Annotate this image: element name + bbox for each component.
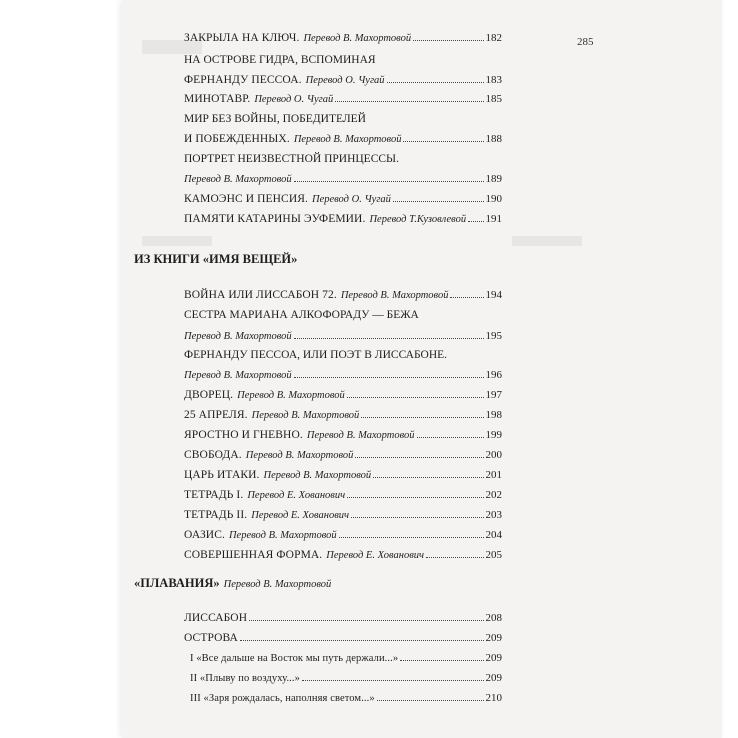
toc-entry-translator: Перевод В. Махортовой (251, 410, 360, 421)
dot-leader (302, 672, 484, 681)
toc-entry-title: И ПОБЕЖДЕННЫХ. (184, 133, 290, 145)
toc-entry[interactable] (184, 32, 502, 44)
toc-entry-translator: Перевод В. Махортовой (263, 470, 372, 481)
toc-entry-page: 191 (485, 213, 502, 225)
dot-leader (361, 409, 483, 418)
toc-entry-translator: Перевод О. Чугай (311, 194, 391, 205)
toc-entry-page: 183 (485, 74, 502, 86)
toc-entry-translator: Перевод Е. Хованович (251, 510, 350, 521)
book-page (122, 0, 722, 738)
toc-entry-translator: Перевод В. Махортовой (303, 33, 412, 44)
toc-entry-title: ЗАКРЫЛА НА КЛЮЧ. (184, 32, 300, 44)
dot-leader (347, 489, 483, 498)
dot-leader (426, 549, 483, 558)
toc-entry-page: 200 (485, 449, 502, 461)
toc-entry[interactable] (184, 529, 502, 541)
toc-entry-title: КАМОЭНС И ПЕНСИЯ. (184, 193, 308, 205)
toc-entry-title: СОВЕРШЕННАЯ ФОРМА. (184, 549, 323, 561)
dot-leader (339, 529, 484, 538)
dot-leader (417, 429, 484, 438)
toc-entry[interactable] (184, 133, 502, 145)
toc-entry[interactable] (184, 469, 502, 481)
dot-leader (240, 632, 484, 641)
toc-entry[interactable] (184, 409, 502, 421)
toc-entry-page: 210 (485, 692, 502, 704)
dot-leader (351, 509, 483, 518)
toc-entry-title: ЦАРЬ ИТАКИ. (184, 469, 260, 481)
dot-leader (294, 369, 484, 378)
section-title: ИЗ КНИГИ «ИМЯ ВЕЩЕЙ» (134, 252, 298, 266)
toc-entry-page: 209 (485, 632, 502, 644)
dot-leader (294, 330, 484, 339)
dot-leader (450, 289, 483, 298)
dot-leader (355, 449, 483, 458)
toc-entry-title: ПАМЯТИ КАТАРИНЫ ЭУФЕМИИ. (184, 213, 366, 225)
toc-entry-title: ЛИССАБОН (184, 612, 248, 624)
toc-entry[interactable] (190, 672, 502, 684)
toc-entry-translator: Перевод В. Махортовой (245, 450, 354, 461)
dot-leader (403, 133, 483, 142)
toc-entry[interactable] (184, 549, 502, 561)
toc-entry-translator: Перевод В. Махортовой (184, 370, 292, 381)
dot-leader (468, 213, 483, 222)
toc-entry[interactable] (184, 389, 502, 401)
toc-entry-page: 204 (485, 529, 502, 541)
toc-entry[interactable] (184, 509, 502, 521)
dot-leader (377, 692, 484, 701)
toc-entry-page: 190 (485, 193, 502, 205)
toc-entry-translator: Перевод О. Чугай (254, 94, 334, 105)
toc-entry-translator: Перевод Е. Хованович (326, 550, 425, 561)
toc-entry[interactable] (184, 93, 502, 105)
toc-entry-title: ВОЙНА ИЛИ ЛИССАБОН 72. (184, 289, 337, 301)
toc-entry-page: 188 (485, 133, 502, 145)
toc-entry-title: ТЕТРАДЬ I. (184, 489, 244, 501)
toc-entry[interactable] (184, 369, 502, 381)
toc-entry-title: ОАЗИС. (184, 529, 225, 541)
dot-leader (335, 93, 483, 102)
dot-leader (249, 612, 483, 621)
toc-entry-translator: Перевод Т.Кузовлевой (369, 214, 467, 225)
toc-entry-title: ОСТРОВА (184, 632, 238, 644)
dot-leader (373, 469, 483, 478)
toc-entry[interactable] (184, 449, 502, 461)
section-title: «ПЛАВАНИЯ» (134, 576, 220, 590)
page-number: 285 (577, 36, 594, 48)
toc-entry[interactable] (184, 289, 502, 301)
toc-entry-translator: Перевод Е. Хованович (247, 490, 346, 501)
toc-entry-title: ДВОРЕЦ. (184, 389, 234, 401)
toc-entry-translator: Перевод В. Махортовой (237, 390, 345, 401)
toc-entry[interactable] (184, 612, 502, 624)
toc-entry-page: 209 (485, 652, 502, 664)
dot-leader (393, 193, 484, 202)
toc-entry-page: 208 (485, 612, 502, 624)
toc-entry-title: II «Плыву по воздуху...» (190, 673, 300, 684)
section-heading (134, 252, 297, 267)
dot-leader (347, 389, 484, 398)
dot-leader (294, 173, 484, 182)
toc-entry-title: ЯРОСТНО И ГНЕВНО. (184, 429, 303, 441)
toc-entry[interactable] (184, 632, 502, 644)
bleed-through (512, 236, 582, 246)
toc-title-line: МИР БЕЗ ВОЙНЫ, ПОБЕДИТЕЛЕЙ (184, 113, 366, 125)
dot-leader (413, 32, 483, 41)
toc-entry[interactable] (190, 652, 502, 664)
toc-entry-title: ТЕТРАДЬ II. (184, 509, 248, 521)
toc-entry-title: МИНОТАВР. (184, 93, 251, 105)
toc-entry-title: III «Заря рождалась, наполняя светом...» (190, 693, 375, 704)
toc-entry-page: 197 (485, 389, 502, 401)
toc-entry-page: 196 (485, 369, 502, 381)
bleed-through (142, 236, 212, 246)
toc-entry-page: 209 (485, 672, 502, 684)
toc-entry-title: 25 АПРЕЛЯ. (184, 409, 248, 421)
toc-entry[interactable] (184, 193, 502, 205)
dot-leader (387, 74, 484, 83)
toc-entry-translator: Перевод В. Махортовой (184, 174, 292, 185)
toc-entry-translator: Перевод В. Махортовой (293, 134, 402, 145)
toc-entry[interactable] (184, 429, 502, 441)
toc-entry-title: ФЕРНАНДУ ПЕССОА. (184, 74, 302, 86)
toc-entry-translator: Перевод В. Махортовой (184, 331, 292, 342)
toc-entry-page: 199 (485, 429, 502, 441)
toc-title-line: ПОРТРЕТ НЕИЗВЕСТНОЙ ПРИНЦЕССЫ. (184, 153, 399, 165)
toc-entry-title: I «Все дальше на Восток мы путь держали...» (190, 653, 399, 664)
toc-entry-page: 202 (485, 489, 502, 501)
toc-entry-translator: Перевод В. Махортовой (228, 530, 337, 541)
toc-entry-page: 194 (485, 289, 502, 301)
toc-entry[interactable] (184, 173, 502, 185)
toc-entry-page: 185 (485, 93, 502, 105)
dot-leader (400, 652, 483, 661)
toc-entry[interactable] (190, 692, 502, 704)
toc-entry-page: 195 (485, 330, 502, 342)
toc-entry-translator: Перевод В. Махортовой (340, 290, 449, 301)
toc-entry-page: 205 (485, 549, 502, 561)
toc-entry-page: 189 (485, 173, 502, 185)
toc-entry-page: 198 (485, 409, 502, 421)
toc-entry-translator: Перевод В. Махортовой (306, 430, 415, 441)
toc-entry[interactable] (184, 330, 502, 342)
toc-entry[interactable] (184, 213, 502, 225)
toc-title-line: ФЕРНАНДУ ПЕССОА, ИЛИ ПОЭТ В ЛИССАБОНЕ. (184, 349, 448, 361)
toc-entry-page: 203 (485, 509, 502, 521)
toc-title-line: СЕСТРА МАРИАНА АЛКОФОРАДУ — БЕЖА (184, 309, 419, 321)
toc-entry-page: 201 (485, 469, 502, 481)
toc-entry-title: СВОБОДА. (184, 449, 242, 461)
toc-entry-translator: Перевод О. Чугай (305, 75, 385, 86)
toc-entry[interactable] (184, 74, 502, 86)
section-heading (134, 576, 331, 591)
section-translator: Перевод В. Махортовой (223, 579, 332, 590)
toc-entry[interactable] (184, 489, 502, 501)
toc-title-line: НА ОСТРОВЕ ГИДРА, ВСПОМИНАЯ (184, 54, 376, 66)
toc-entry-page: 182 (485, 32, 502, 44)
